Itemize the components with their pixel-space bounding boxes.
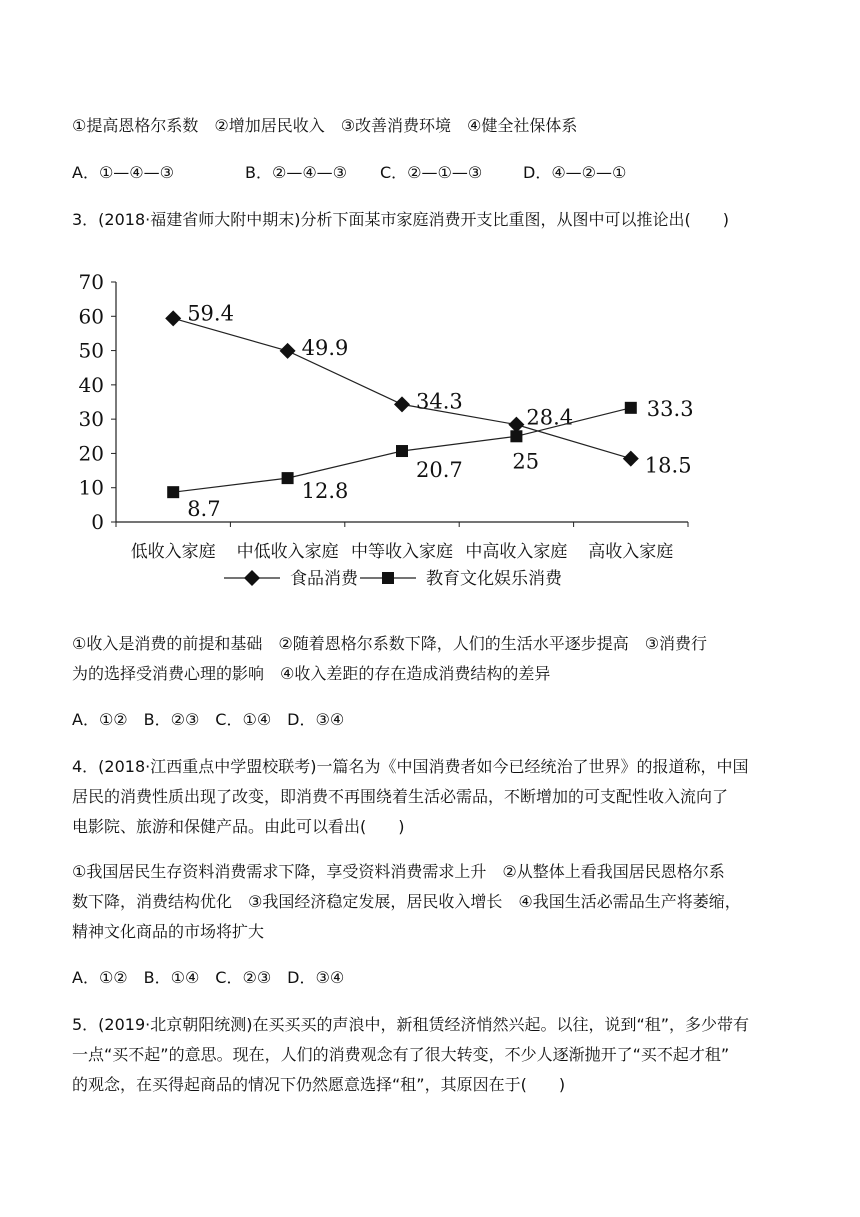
y-tick-label: 30 <box>78 407 104 432</box>
q2-answer-c: C．②—①—③ <box>380 163 483 182</box>
x-tick-label: 低收入家庭 <box>130 542 216 562</box>
legend-label: 食品消费 <box>290 569 358 589</box>
data-point-square <box>167 486 179 498</box>
x-tick-label: 中高收入家庭 <box>465 542 568 562</box>
data-label: 28.4 <box>526 405 574 430</box>
data-label: 8.7 <box>187 497 221 522</box>
data-point-square <box>625 402 637 414</box>
q2-answer-d: D．④—②—① <box>523 163 627 182</box>
x-tick-label: 高收入家庭 <box>588 542 674 562</box>
q5-stem-line-3: 的观念，在买得起商品的情况下仍然愿意选择“租”，其原因在于( ) <box>72 1075 566 1094</box>
q3-stem: 3．(2018·福建省师大附中期末)分析下面某市家庭消费开支比重图，从图中可以推论出( ) <box>72 210 729 229</box>
data-point-diamond <box>394 396 410 412</box>
q4-stem-line-3: 电影院、旅游和保健产品。由此可以看出( ) <box>72 817 405 836</box>
q3-statement-line-1: ①收入是消费的前提和基础 ②随着恩格尔系数下降，人们的生活水平逐步提高 ③消费行 <box>72 634 708 653</box>
x-tick-label: 中低收入家庭 <box>236 542 339 562</box>
y-tick-label: 40 <box>78 372 104 397</box>
q3-statement-line-2: 为的选择受消费心理的影响 ④收入差距的存在造成消费结构的差异 <box>72 664 551 683</box>
legend-label: 教育文化娱乐消费 <box>426 569 562 589</box>
y-tick-label: 10 <box>78 475 104 500</box>
q4-statement-line-2: 数下降，消费结构优化 ③我国经济稳定发展，居民收入增长 ④我国生活必需品生产将萎缩， <box>72 892 741 911</box>
data-point-diamond <box>280 343 296 359</box>
data-label: 18.5 <box>644 453 692 478</box>
q4-stem-line-1: 4．(2018·江西重点中学盟校联考)一篇名为《中国消费者如今已经统治了世界》的报道称，中国 <box>72 757 749 776</box>
data-label: 12.8 <box>301 479 349 504</box>
data-point-diamond <box>623 451 639 467</box>
q4-stem-line-2: 居民的消费性质出现了改变，即消费不再围绕着生活必需品，不断增加的可支配性收入流向了 <box>72 787 729 806</box>
q3-answers: A．①② B．②③ C．①④ D．③④ <box>72 710 345 729</box>
q5-stem-line-2: 一点“买不起”的意思。现在，人们的消费观念有了很大转变，不少人逐渐抛开了“买不起才租” <box>72 1045 730 1064</box>
consumption-line-chart <box>60 262 700 602</box>
data-label: 59.4 <box>187 301 234 326</box>
legend-marker <box>244 570 260 586</box>
y-tick-label: 50 <box>78 338 104 363</box>
legend-marker <box>382 572 394 584</box>
y-tick-label: 20 <box>78 441 104 466</box>
q2-answer-a: A．①—④—③ <box>72 163 174 182</box>
data-label: 33.3 <box>646 396 694 421</box>
y-tick-label: 0 <box>91 510 104 534</box>
q2-options-line: ①提高恩格尔系数 ②增加居民收入 ③改善消费环境 ④健全社保体系 <box>72 116 578 135</box>
q5-stem-line-1: 5．(2019·北京朝阳统测)在买买买的声浪中，新租赁经济悄然兴起。以往，说到“租”，多少带有 <box>72 1015 750 1034</box>
series-line <box>173 318 631 458</box>
data-label: 20.7 <box>416 458 463 483</box>
data-point-square <box>510 430 522 442</box>
data-point-diamond <box>165 310 181 326</box>
q4-answers: A．①② B．①④ C．②③ D．③④ <box>72 968 345 987</box>
data-point-diamond <box>508 417 524 433</box>
data-point-square <box>282 472 294 484</box>
data-label: 34.3 <box>416 389 463 414</box>
data-label: 49.9 <box>301 335 349 360</box>
q4-statement-line-1: ①我国居民生存资料消费需求下降，享受资料消费需求上升 ②从整体上看我国居民恩格尔系 <box>72 862 725 881</box>
x-tick-label: 中等收入家庭 <box>351 542 453 562</box>
data-label: 25 <box>512 449 540 474</box>
data-point-square <box>396 445 408 457</box>
q2-answer-b: B．②—④—③ <box>245 163 348 182</box>
y-tick-label: 60 <box>78 304 104 329</box>
y-tick-label: 70 <box>78 270 104 294</box>
q4-statement-line-3: 精神文化商品的市场将扩大 <box>72 922 265 941</box>
